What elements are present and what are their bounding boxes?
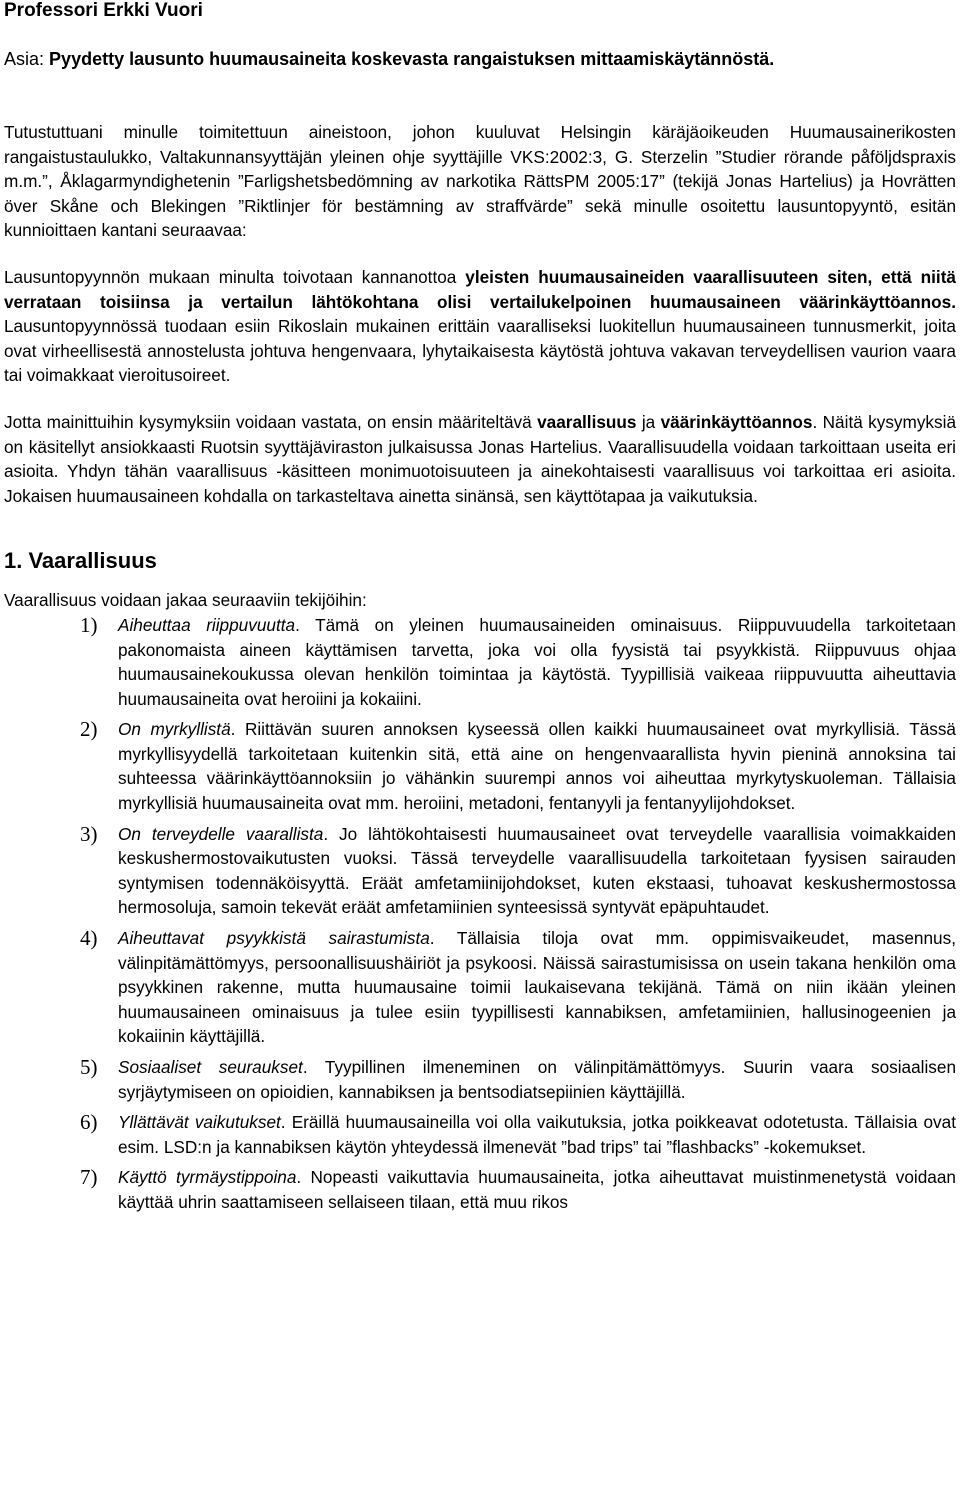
subject-label: Asia: <box>4 49 45 69</box>
list-item <box>4 613 956 711</box>
risk-factor-list <box>4 613 956 1215</box>
list-item-number: 7) <box>80 1165 98 1190</box>
list-item-term: Käyttö tyrmäystippoina <box>118 1167 297 1188</box>
list-item-term: Sosiaaliset seuraukset <box>118 1057 303 1077</box>
list-item-text: . Riittävän suuren annoksen kyseessä ollen kaikki huumausaineet ovat myrkyllisiä. Tässä myrkyllisyydellä tarkoitetaan kuitenkin sitä, että aine on hengenvaarallista hyvin pieninä annoksina tai suhteessa väärinkäyttöannoksiin jo vähänkin suurempi annos voi aiheuttaa myrkytyskuoleman. Tällaisia myrkyllisiä huumausaineita ovat mm. heroiini, metadoni, fentanyyli ja fentanyylijohdokset. <box>118 719 956 814</box>
list-item-text: . Tämä on yleinen huumausaineiden ominaisuus. Riippuvuudella tarkoitetaan pakonomaista aineen käyttämisen tarvetta, joka voi olla fyysistä tai psyykkistä. Riippuvuus ohjaa huumausainekoukussa olevan henkilön toimintaa ja käytöstä. Tyypillisiä vaikeaa riippuvuutta aiheuttavia huumausaineita ovat heroiini ja kokaiini. <box>118 614 956 709</box>
paragraph-request-rest: Lausuntopyynnössä tuodaan esiin Rikoslain mukainen erittäin vaaralliseksi luokitellun huumausaineen tunnusmerkit, joita ovat virheellisestä annostelusta johtuva hengenvaara, lyhytaikaisesta käytöstä johtuva vakavan terveydellisen vaurion vaara tai voimakkaat vieroitusoireet. <box>4 316 956 386</box>
list-item-term: Yllättävät vaikutukset <box>118 1112 281 1133</box>
term-vaarinkayttoannos: väärinkäyttöannos <box>660 411 813 432</box>
list-item-term: Aiheuttaa riippuvuutta <box>118 614 296 635</box>
paragraph-request <box>4 265 956 388</box>
list-item <box>4 822 956 920</box>
paragraph-definitions <box>4 410 956 508</box>
list-item-text: . Tällaisia tiloja ovat mm. oppimisvaikeudet, masennus, välinpitämättömyys, persoonallisuushäiriöt ja psykoosi. Näissä sairastumisissa on usein takana henkilön oma psyykkinen rakenne, mutta huumausaine toimii laukaisevana tekijänä. Tämä on niin ikään yleinen huumausaineen ominaisuus ja tulee esiin tyypillisesti kannabiksen, amfetamiinien, hallusinogeenien ja kokaiinin käyttäjillä. <box>118 928 956 1047</box>
list-item-text: . Jo lähtökohtaisesti huumausaineet ovat terveydelle vaarallisia voimakkaiden keskushermostovaikutusten vuoksi. Tässä terveydelle vaarallisuudella tarkoitetaan fyysisen sairauden syntymisen todennäköisyyttä. Eräät amfetamiinijohdokset, kuten ekstaasi, tuhoavat keskushermostossa hermosoluja, samoin tekevät eräät amfetamiinien synteesissä syntyvät epäpuhtaudet. <box>118 823 956 918</box>
list-item-number: 4) <box>80 926 98 951</box>
list-item <box>4 1165 956 1214</box>
list-item-text: . Tyypillinen ilmeneminen on välinpitämättömyys. Suurin vaara sosiaalisen syrjäytymiseen on opioidien, kannabiksen ja bentsodiatsepiinien käyttäjillä. <box>118 1057 957 1102</box>
list-intro: Vaarallisuus voidaan jakaa seuraaviin tekijöihin: <box>4 590 367 611</box>
subject-line <box>4 48 956 70</box>
paragraph-definitions-mid: ja <box>636 411 661 432</box>
list-item-text: . Nopeasti vaikuttavia huumausaineita, jotka aiheuttavat muistinmenetystä voidaan käyttää uhrin saattamiseen sellaiseen tilaan, että muu rikos <box>118 1167 956 1212</box>
list-item-term: On terveydelle vaarallista <box>118 823 324 844</box>
section-heading: 1. Vaarallisuus <box>4 548 157 574</box>
list-item-number: 2) <box>80 717 98 742</box>
term-vaarallisuus: vaarallisuus <box>537 411 637 432</box>
paragraph-definitions-rest: . Näitä kysymyksiä on käsitellyt ansiokkaasti Ruotsin syyttäjäviraston julkaisussa Jonas Hartelius. Vaarallisuudella voidaan tarkoittaan useita eri asioita. Yhdyn tähän vaarallisuus -käsitteen monimuotoisuuteen ja ainekohtaisesti vaarallisuus voi tarkoittaa eri asioita. Jokaisen huumausaineen kohdalla on tarkasteltava ainetta sinänsä, sen käyttötapaa ja vaikutuksia. <box>4 411 956 506</box>
list-item <box>4 926 956 1049</box>
list-item-number: 1) <box>80 612 98 637</box>
list-item-number: 5) <box>80 1055 98 1079</box>
paragraph-request-bold: yleisten huumausaineiden vaarallisuuteen siten, että niitä verrataan toisiinsa ja vertailun lähtökohtana olisi vertailukelpoinen huumausaineen väärinkäyttöannos. <box>4 266 956 312</box>
list-item <box>4 717 956 815</box>
list-item-term: On myrkyllistä <box>118 719 231 740</box>
list-item-text: . Eräillä huumausaineilla voi olla vaikutuksia, jotka poikkeavat odotetusta. Tällaisia ovat esim. LSD:n ja kannabiksen käytön yhteydessä ilmenevät ”bad trips” tai ”flashbacks” -kokemukset. <box>118 1112 956 1157</box>
paragraph-request-lead: Lausuntopyynnön mukaan minulta toivotaan kannanottoa <box>4 266 466 287</box>
paragraph-intro: Tutustuttuani minulle toimitettuun aineistoon, johon kuuluvat Helsingin käräjäoikeuden Huumausainerikosten rangaistustaulukko, Valtakunnansyyttäjän yleinen ohje syyttäjille VKS:2002:3, G. Sterzelin ”Studier rörande påföljdspraxis m.m.”, Åklagarmyndighetenin ”Farligshetsbedömning av narkotika RättsPM 2005:17” (tekijä Jonas Hartelius) ja Hovrätten över Skåne och Blekingen ”Riktlinjer för bestämning av straffvärde” sekä minulle osoitettu lausuntopyyntö, esitän kunnioittaen kantani seuraavaa: <box>4 122 956 241</box>
list-item-number: 3) <box>80 821 98 846</box>
list-item-term: Aiheuttavat psyykkistä sairastumista <box>118 928 430 949</box>
list-item <box>4 1055 956 1104</box>
paragraph-definitions-lead: Jotta mainittuihin kysymyksiin voidaan vastata, on ensin määriteltävä <box>4 411 538 432</box>
list-item <box>4 1110 956 1159</box>
author-name: Professori Erkki Vuori <box>4 0 203 21</box>
list-item-number: 6) <box>80 1110 98 1135</box>
subject-text: Pyydetty lausunto huumausaineita koskevasta rangaistuksen mittaamiskäytännöstä. <box>49 49 775 69</box>
